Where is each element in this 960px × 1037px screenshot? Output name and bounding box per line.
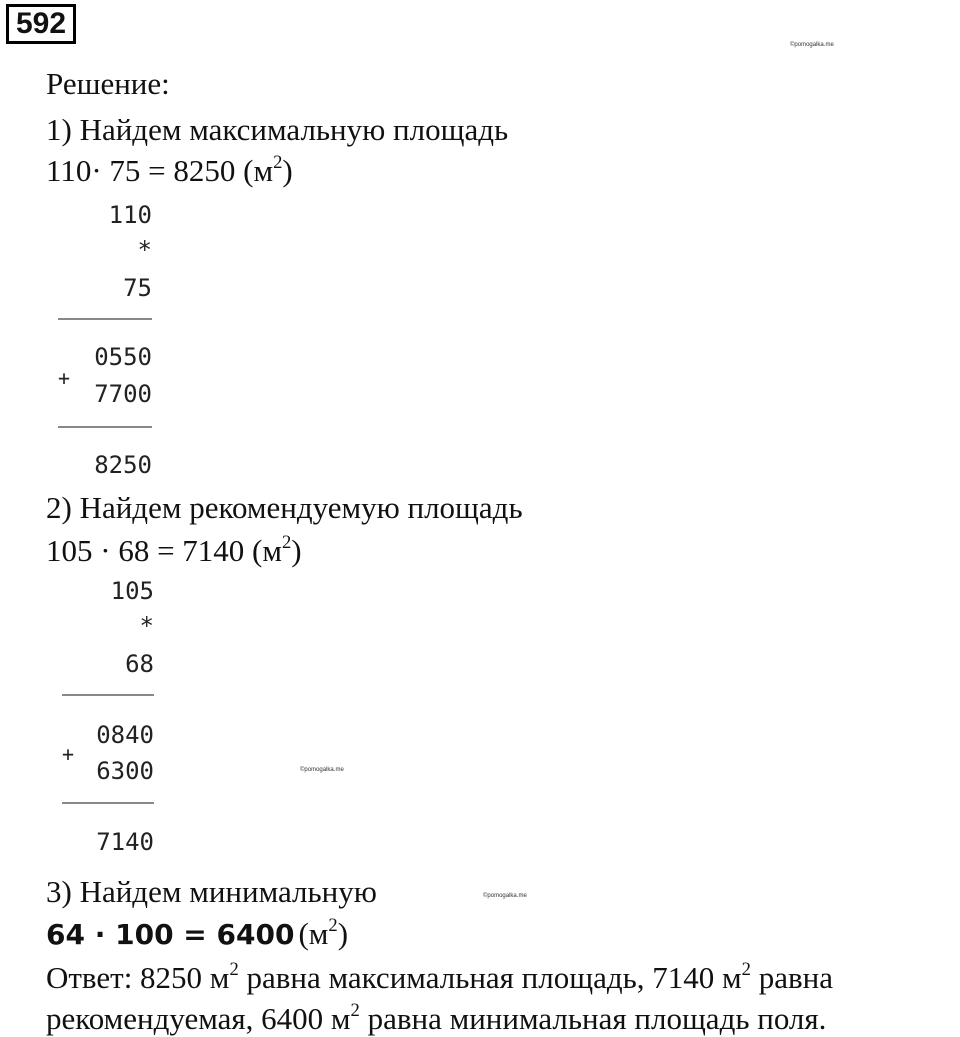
step1-title: 1) Найдем максимальную площадь xyxy=(46,112,509,147)
step2-operand1: 105 xyxy=(110,577,154,605)
watermark-3: ©pomogalka.me xyxy=(483,893,527,899)
step2-equation: 105 · 68 = 7140 $(м^2)$ xyxy=(46,531,302,568)
step1-operator: * xyxy=(137,236,152,264)
answer-line-2: рекомендуемая, 6400 $м^2$ равна минимальная площадь поля. xyxy=(46,999,827,1036)
watermark-2: ©pomogalka.me xyxy=(300,767,344,773)
step3-title: 3) Найдем минимальную xyxy=(46,874,377,909)
step2-operator: * xyxy=(139,612,154,640)
step1-rule-1 xyxy=(58,318,152,320)
step1-operand1: 110 xyxy=(108,201,152,229)
answer-line-1: Ответ: 8250 $м^2$ равна максимальная площадь, 7140 $м^2$ равна xyxy=(46,958,833,995)
step2-operand2: 68 xyxy=(125,650,154,678)
step2-rule-2 xyxy=(62,802,154,804)
solution-heading: Решение: xyxy=(46,66,170,101)
step1-rule-2 xyxy=(58,426,152,428)
step2-title: 2) Найдем рекомендуемую площадь xyxy=(46,490,523,525)
step1-equation: 110· 75 = 8250 $(м^2)$ xyxy=(46,151,293,188)
step3-equation: 64 · 100 = 6400 $(м^2)$ xyxy=(46,914,349,951)
step1-partial1: 0550 xyxy=(94,343,152,371)
step2-plus-sign: + xyxy=(62,742,75,766)
step1-partial2: 7700 xyxy=(94,380,152,408)
step1-operand2: 75 xyxy=(123,274,152,302)
watermark: ©pomogalka.me xyxy=(790,42,834,48)
step1-result: 8250 xyxy=(94,451,152,479)
problem-number: 592 xyxy=(6,4,76,44)
step2-partial2: 6300 xyxy=(96,757,154,785)
step2-result: 7140 xyxy=(96,828,154,856)
step2-partial1: 0840 xyxy=(96,721,154,749)
step1-plus-sign: + xyxy=(58,366,71,390)
step2-rule-1 xyxy=(62,694,154,696)
